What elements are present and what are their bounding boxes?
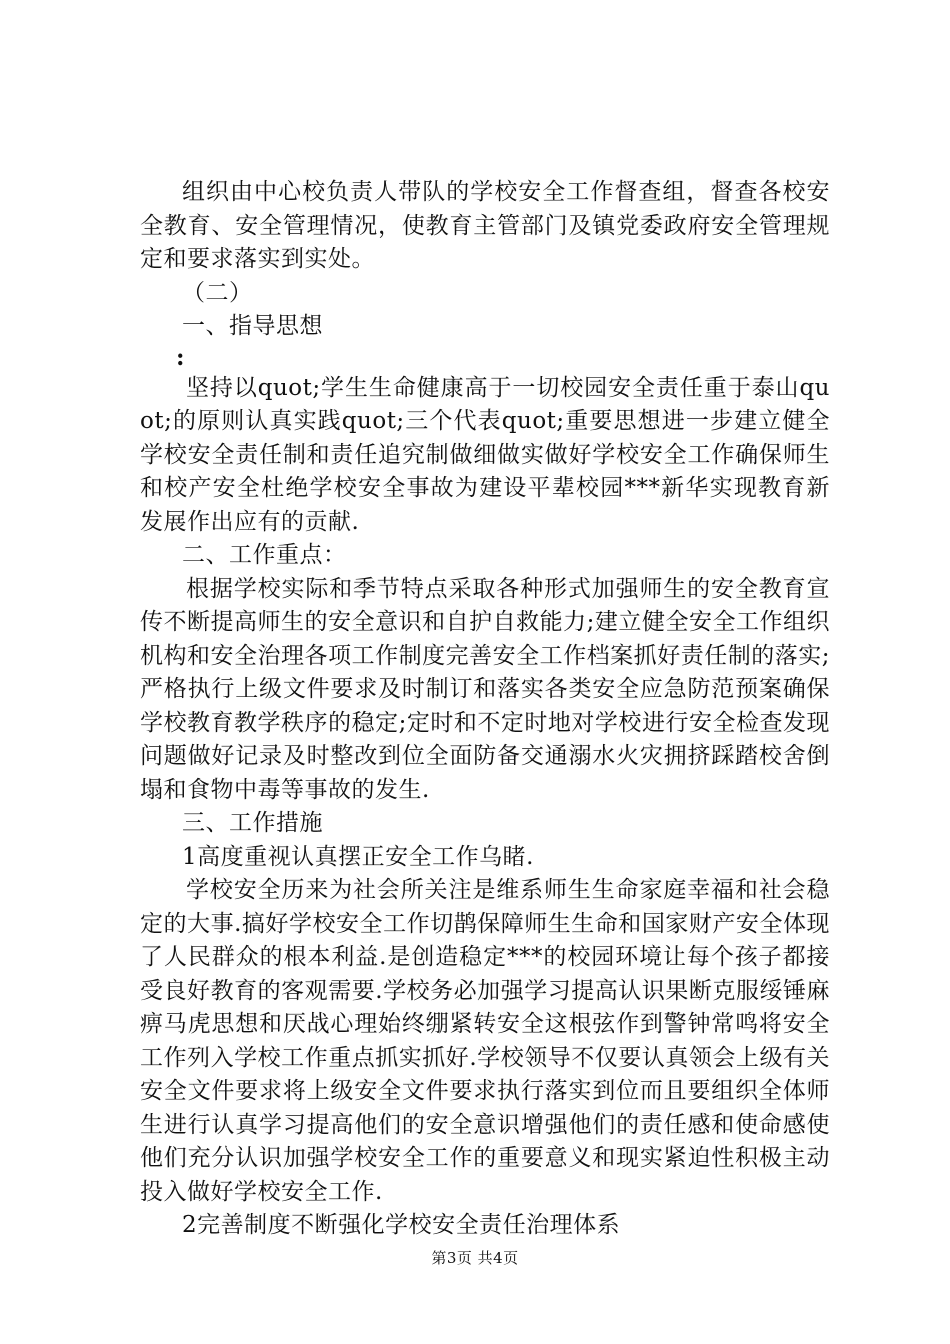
colon-mark: : [176, 343, 185, 371]
subheading-measure-2: 2完善制度不断强化学校安全责任治理体系 [182, 1212, 621, 1238]
paragraph-guiding-ideology: 坚持以quot;学生生命健康高于一切校园安全责任重于泰山quot;的原则认真实践quot;三个代表quot;重要思想进一步建立健全学校安全责任制和责任追究制做细做实做好学校安全工作确保师生和校产安全杜绝学校安全事故为建设平辈校园***新华实现教育新发展作出应有的贡献. [140, 374, 830, 535]
page-number-footer: 第3页 共4页 [431, 1249, 519, 1267]
subheading-measure-1: 1高度重视认真摆正安全工作乌睹. [182, 843, 534, 870]
heading-guiding-ideology: 一、指导思想 [182, 313, 323, 339]
paragraph-supervision: 组织由中心校负责人带队的学校安全工作督查组，督查各校安全教育、安全管理情况，使教育主管部门及镇党委政府安全管理规定和要求落实到实处。 [140, 179, 830, 272]
paragraph-measure-1: 学校安全历来为社会所关注是维系师生生命家庭幸福和社会稳定的大事.搞好学校安全工作切鹊保障师生生命和国家财产安全体现了人民群众的根本利益.是创造稳定***的校园环境让每个孩子都接受良好教育的客观需要.学校务必加强学习提高认识果断克服绥锤麻痹马虎思想和厌战心理始终绷紧转安全这根弦作到警钟常鸣将安全工作列入学校工作重点抓实抓好.学校领导不仅要认真领会上级有关安全文件要求将上级安全文件要求执行落实到位而且要组织全体师生进行认真学习提高他们的安全意识增强他们的责任感和使命感使他们充分认识加强学校安全工作的重要意义和现实紧迫性积极主动投入做好学校安全工作. [140, 877, 830, 1205]
heading-work-measures: 三、工作措施 [182, 810, 323, 836]
section-marker-two: （二） [182, 279, 253, 306]
document-body [140, 176, 830, 1243]
paragraph-work-focus: 根据学校实际和季节特点采取各种形式加强师生的安全教育宣传不断提高师生的安全意识和自护自救能力;建立健全安全工作组织机构和安全治理各项工作制度完善安全工作档案抓好责任制的落实;严格执行上级文件要求及时制订和落实各类安全应急防范预案确保学校教育教学秩序的稳定;定时和不定时地对学校进行安全检查发现问题做好记录及时整改到位全面防备交通溺水火灾拥挤踩踏校舍倒塌和食物中毒等事故的发生. [140, 575, 830, 803]
heading-work-focus: 二、工作重点： [182, 542, 347, 568]
